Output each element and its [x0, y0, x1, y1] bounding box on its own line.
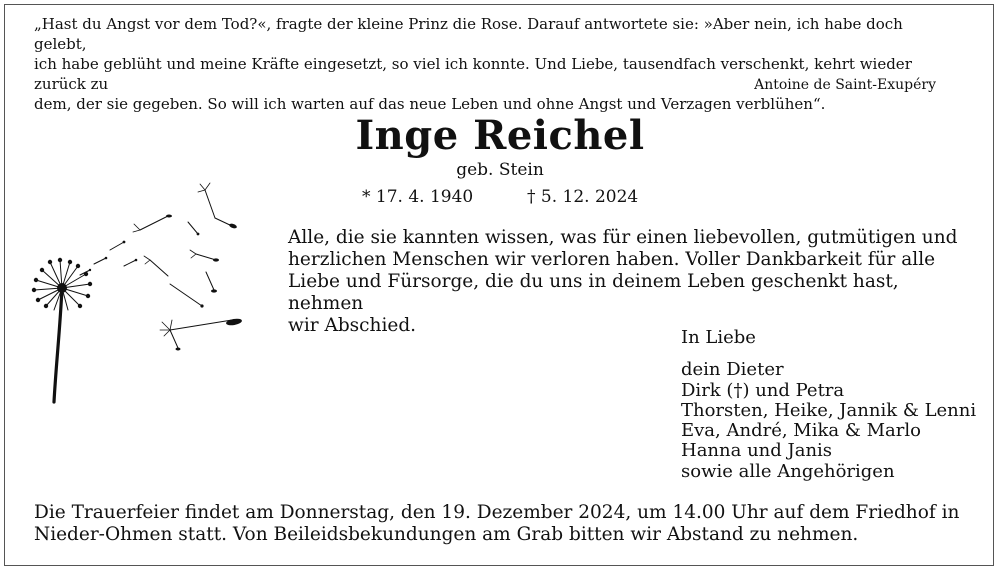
signature-intro: In Liebe	[681, 327, 756, 348]
message-block	[288, 227, 958, 337]
message-line: Alle, die sie kannten wissen, was für einen liebevollen, gutmütigen und	[288, 227, 958, 248]
dandelion-icon	[20, 180, 250, 410]
quote-line: dem, der sie gegeben. So will ich warten auf das neue Leben und ohne Angst und Verzagen verblühen“.	[34, 95, 826, 113]
birth-date: * 17. 4. 1940	[362, 187, 474, 207]
signature-line: Dirk (†) und Petra	[681, 379, 845, 401]
signature-line: dein Dieter	[681, 359, 784, 381]
quote-line: „Hast du Angst vor dem Tod?«, fragte der kleine Prinz die Rose. Darauf antwortete sie: »Aber nein, ich habe doch gelebt,	[34, 15, 903, 53]
signature-block	[681, 328, 976, 482]
signature-line: Thorsten, Heike, Jannik & Lenni	[681, 399, 977, 421]
funeral-info	[34, 502, 974, 546]
message-line: Liebe und Fürsorge, die du uns in deinem Leben geschenkt hast, nehmen	[288, 271, 899, 314]
birth-name: geb. Stein	[456, 160, 544, 180]
message-line: wir Abschied.	[288, 315, 417, 336]
funeral-line: Nieder-Ohmen statt. Von Beileidsbekundungen am Grab bitten wir Abstand zu nehmen.	[34, 524, 859, 545]
deceased-name: Inge Reichel	[355, 112, 645, 159]
message-line: herzlichen Menschen wir verloren haben. Voller Dankbarkeit für alle	[288, 249, 936, 270]
funeral-line: Die Trauerfeier findet am Donnerstag, den 19. Dezember 2024, um 14.00 Uhr auf dem Friedhof in	[34, 502, 960, 523]
signature-line: Eva, André, Mika & Marlo	[681, 420, 921, 442]
signature-line: sowie alle Angehörigen	[681, 460, 895, 482]
death-date: † 5. 12. 2024	[527, 187, 639, 207]
signature-line: Hanna und Janis	[681, 440, 833, 462]
quote-author: Antoine de Saint-Exupéry	[754, 77, 936, 93]
quote-block	[34, 14, 954, 114]
quote-line: ich habe geblüht und meine Kräfte eingesetzt, so viel ich konnte. Und Liebe, tausendfach verschenkt, kehrt wieder zurück zu	[34, 55, 912, 93]
